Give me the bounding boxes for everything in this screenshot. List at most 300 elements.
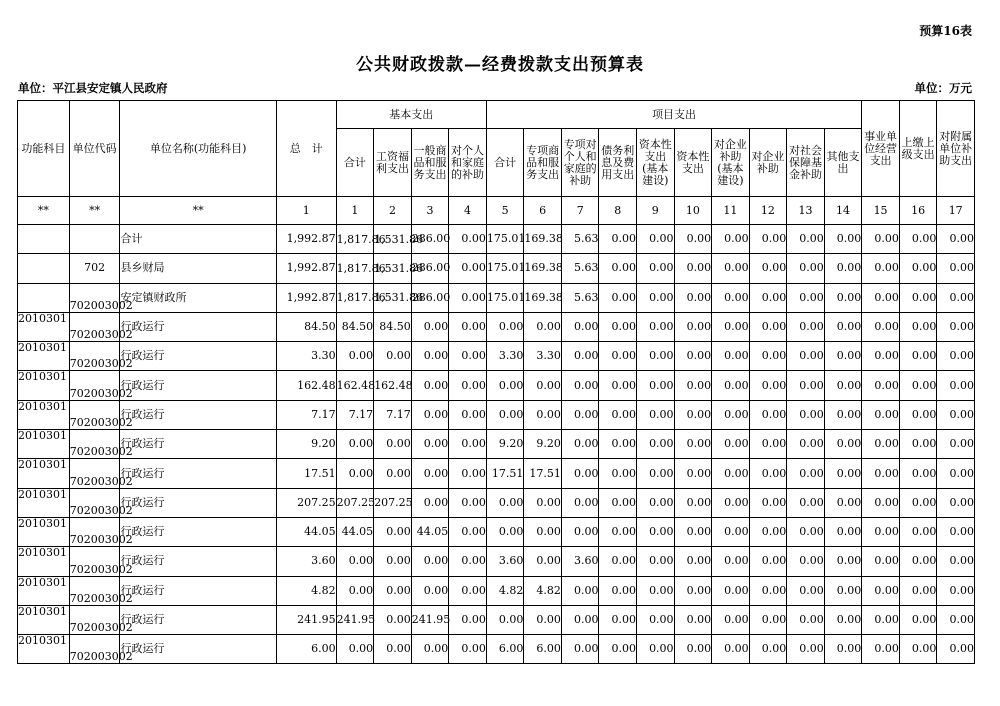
value-cell: 0.00 — [674, 517, 712, 546]
unit-name-cell: 行政运行 — [120, 635, 276, 664]
unit-name-cell: 行政运行 — [120, 547, 276, 576]
value-cell: 0.00 — [824, 283, 862, 312]
value-cell: 0.00 — [561, 576, 599, 605]
unit-name-cell: 行政运行 — [120, 576, 276, 605]
value-cell: 0.00 — [411, 488, 449, 517]
value-cell: 0.00 — [374, 635, 412, 664]
table-row — [18, 547, 975, 576]
total-cell: 1,992.87 — [276, 254, 336, 283]
header-enterprise-construction: 对企业补助(基本建设) — [712, 129, 750, 197]
value-cell: 162.48 — [336, 371, 374, 400]
value-cell: 0.00 — [411, 430, 449, 459]
value-cell: 0.00 — [749, 517, 787, 546]
value-cell: 0.00 — [937, 576, 975, 605]
unit-code-cell: 702003002 — [69, 430, 120, 459]
value-cell: 17.51 — [486, 459, 524, 488]
index-cell: 2 — [374, 197, 412, 225]
value-cell: 0.00 — [787, 371, 825, 400]
value-cell: 17.51 — [524, 459, 562, 488]
header-debt-interest: 债务利息及费用支出 — [599, 129, 637, 197]
value-cell: 0.00 — [899, 342, 937, 371]
value-cell: 0.00 — [862, 225, 900, 254]
value-cell: 0.00 — [824, 400, 862, 429]
table-row — [18, 225, 975, 254]
unit-code-cell: 702003002 — [69, 371, 120, 400]
header-project-goods: 专项商品和服务支出 — [524, 129, 562, 197]
value-cell: 0.00 — [937, 488, 975, 517]
table-row — [18, 400, 975, 429]
header-unit-name: 单位名称(功能科目) — [120, 101, 276, 197]
func-code-cell — [18, 254, 70, 283]
value-cell: 0.00 — [374, 576, 412, 605]
header-capital: 资本性支出 — [674, 129, 712, 197]
unit-name-cell: 行政运行 — [120, 430, 276, 459]
unit-name-cell: 县乡财局 — [120, 254, 276, 283]
value-cell: 0.00 — [637, 283, 675, 312]
value-cell: 0.00 — [524, 312, 562, 341]
func-code-cell: 2010301 — [18, 400, 70, 429]
index-cell: 3 — [411, 197, 449, 225]
value-cell: 0.00 — [486, 605, 524, 634]
value-cell: 0.00 — [899, 430, 937, 459]
value-cell: 5.63 — [561, 254, 599, 283]
value-cell: 0.00 — [712, 430, 750, 459]
value-cell: 0.00 — [411, 312, 449, 341]
index-cell: 4 — [449, 197, 487, 225]
value-cell: 175.01 — [486, 254, 524, 283]
table-row — [18, 254, 975, 283]
table-row — [18, 488, 975, 517]
index-cell: 9 — [637, 197, 675, 225]
value-cell: 0.00 — [899, 547, 937, 576]
total-cell: 1,992.87 — [276, 225, 336, 254]
table-row — [18, 283, 975, 312]
value-cell: 0.00 — [524, 400, 562, 429]
currency-unit-label: 单位：万元 — [914, 81, 972, 95]
unit-code-cell: 702003002 — [69, 576, 120, 605]
func-code-cell: 2010301 — [18, 605, 70, 634]
value-cell: 0.00 — [712, 517, 750, 546]
index-cell: 11 — [712, 197, 750, 225]
value-cell: 0.00 — [749, 488, 787, 517]
unit-code-cell: 702003002 — [69, 459, 120, 488]
value-cell: 0.00 — [899, 605, 937, 634]
total-cell: 6.00 — [276, 635, 336, 664]
value-cell: 0.00 — [374, 517, 412, 546]
index-cell: 1 — [276, 197, 336, 225]
unit-code-cell: 702003002 — [69, 635, 120, 664]
value-cell: 0.00 — [712, 225, 750, 254]
value-cell: 1,817.86 — [336, 254, 374, 283]
value-cell: 0.00 — [712, 283, 750, 312]
value-cell: 0.00 — [674, 283, 712, 312]
value-cell: 0.00 — [637, 459, 675, 488]
value-cell: 0.00 — [637, 488, 675, 517]
value-cell: 0.00 — [899, 459, 937, 488]
index-cell: 8 — [599, 197, 637, 225]
value-cell: 0.00 — [599, 312, 637, 341]
value-cell: 0.00 — [599, 605, 637, 634]
value-cell: 0.00 — [862, 371, 900, 400]
value-cell: 0.00 — [824, 459, 862, 488]
header-subsidiary: 对附属单位补助支出 — [937, 101, 975, 197]
value-cell: 0.00 — [749, 430, 787, 459]
func-code-cell: 2010301 — [18, 342, 70, 371]
value-cell: 0.00 — [561, 371, 599, 400]
header-personal-subsidy: 对个人和家庭的补助 — [449, 129, 487, 197]
header-superior: 上缴上级支出 — [899, 101, 937, 197]
header-social-security: 对社会保障基金补助 — [787, 129, 825, 197]
value-cell: 0.00 — [862, 576, 900, 605]
value-cell: 0.00 — [449, 254, 487, 283]
value-cell: 286.00 — [411, 225, 449, 254]
value-cell: 0.00 — [411, 635, 449, 664]
unit-name-label: 单位：平江县安定镇人民政府 — [18, 81, 168, 95]
table-row — [18, 342, 975, 371]
unit-name-cell: 行政运行 — [120, 488, 276, 517]
unit-code-cell: 702 — [69, 254, 120, 283]
value-cell: 4.82 — [486, 576, 524, 605]
func-code-cell: 2010301 — [18, 371, 70, 400]
value-cell: 0.00 — [674, 635, 712, 664]
value-cell: 0.00 — [937, 283, 975, 312]
value-cell: 0.00 — [674, 342, 712, 371]
value-cell: 0.00 — [336, 430, 374, 459]
unit-name-cell: 行政运行 — [120, 371, 276, 400]
value-cell: 0.00 — [749, 605, 787, 634]
value-cell: 0.00 — [712, 254, 750, 283]
header-project-sum: 合计 — [486, 129, 524, 197]
index-cell: 13 — [787, 197, 825, 225]
value-cell: 0.00 — [637, 225, 675, 254]
value-cell: 0.00 — [449, 430, 487, 459]
value-cell: 0.00 — [787, 312, 825, 341]
value-cell: 0.00 — [862, 605, 900, 634]
value-cell: 0.00 — [449, 283, 487, 312]
value-cell: 0.00 — [937, 342, 975, 371]
value-cell: 0.00 — [674, 400, 712, 429]
index-cell: ** — [120, 197, 276, 225]
page-title: 公共财政拨款—经费拨款支出预算表 — [356, 55, 644, 75]
value-cell: 0.00 — [899, 312, 937, 341]
value-cell: 0.00 — [449, 488, 487, 517]
value-cell: 0.00 — [749, 547, 787, 576]
value-cell: 0.00 — [787, 488, 825, 517]
value-cell: 0.00 — [712, 312, 750, 341]
total-cell: 84.50 — [276, 312, 336, 341]
value-cell: 0.00 — [449, 312, 487, 341]
func-code-cell: 2010301 — [18, 517, 70, 546]
unit-name-cell: 安定镇财政所 — [120, 283, 276, 312]
index-cell: 1 — [336, 197, 374, 225]
value-cell: 0.00 — [937, 400, 975, 429]
value-cell: 3.60 — [486, 547, 524, 576]
value-cell: 0.00 — [824, 488, 862, 517]
value-cell: 0.00 — [411, 576, 449, 605]
value-cell: 0.00 — [561, 488, 599, 517]
value-cell: 0.00 — [899, 517, 937, 546]
value-cell: 0.00 — [674, 430, 712, 459]
value-cell: 0.00 — [937, 430, 975, 459]
value-cell: 0.00 — [561, 312, 599, 341]
value-cell: 0.00 — [599, 254, 637, 283]
value-cell: 0.00 — [411, 400, 449, 429]
value-cell: 0.00 — [449, 517, 487, 546]
value-cell: 0.00 — [787, 400, 825, 429]
value-cell: 0.00 — [862, 400, 900, 429]
value-cell: 0.00 — [561, 400, 599, 429]
value-cell: 0.00 — [637, 371, 675, 400]
value-cell: 0.00 — [862, 430, 900, 459]
value-cell: 0.00 — [824, 547, 862, 576]
value-cell: 0.00 — [599, 283, 637, 312]
value-cell: 0.00 — [449, 225, 487, 254]
func-code-cell — [18, 225, 70, 254]
table-row — [18, 576, 975, 605]
value-cell: 207.25 — [336, 488, 374, 517]
total-cell: 9.20 — [276, 430, 336, 459]
value-cell: 0.00 — [374, 342, 412, 371]
value-cell: 0.00 — [486, 488, 524, 517]
value-cell: 286.00 — [411, 254, 449, 283]
value-cell: 0.00 — [486, 371, 524, 400]
func-code-cell: 2010301 — [18, 312, 70, 341]
value-cell: 1,817.86 — [336, 225, 374, 254]
value-cell: 0.00 — [937, 459, 975, 488]
value-cell: 0.00 — [524, 488, 562, 517]
value-cell: 0.00 — [824, 635, 862, 664]
value-cell: 44.05 — [336, 517, 374, 546]
value-cell: 0.00 — [524, 371, 562, 400]
value-cell: 0.00 — [599, 459, 637, 488]
value-cell: 0.00 — [899, 576, 937, 605]
value-cell: 0.00 — [374, 605, 412, 634]
unit-code-cell: 702003002 — [69, 605, 120, 634]
value-cell: 0.00 — [862, 283, 900, 312]
value-cell: 0.00 — [674, 605, 712, 634]
table-row — [18, 430, 975, 459]
value-cell: 0.00 — [599, 342, 637, 371]
total-cell: 4.82 — [276, 576, 336, 605]
header-other: 其他支出 — [824, 129, 862, 197]
value-cell: 0.00 — [824, 342, 862, 371]
form-number: 预算16表 — [919, 24, 972, 38]
value-cell: 0.00 — [637, 342, 675, 371]
value-cell: 7.17 — [336, 400, 374, 429]
value-cell: 1,817.86 — [336, 283, 374, 312]
header-enterprise: 对企业补助 — [749, 129, 787, 197]
value-cell: 0.00 — [637, 547, 675, 576]
unit-name-cell: 行政运行 — [120, 459, 276, 488]
unit-code-cell: 702003002 — [69, 400, 120, 429]
value-cell: 0.00 — [749, 576, 787, 605]
value-cell: 9.20 — [486, 430, 524, 459]
value-cell: 0.00 — [824, 312, 862, 341]
value-cell: 84.50 — [336, 312, 374, 341]
value-cell: 0.00 — [674, 254, 712, 283]
index-cell: 16 — [899, 197, 937, 225]
value-cell: 84.50 — [374, 312, 412, 341]
total-cell: 207.25 — [276, 488, 336, 517]
value-cell: 0.00 — [599, 400, 637, 429]
value-cell: 5.63 — [561, 283, 599, 312]
value-cell: 0.00 — [486, 312, 524, 341]
value-cell: 0.00 — [524, 517, 562, 546]
value-cell: 0.00 — [374, 459, 412, 488]
index-cell: 14 — [824, 197, 862, 225]
value-cell: 0.00 — [561, 430, 599, 459]
total-cell: 241.95 — [276, 605, 336, 634]
value-cell: 0.00 — [374, 547, 412, 576]
value-cell: 0.00 — [749, 400, 787, 429]
value-cell: 0.00 — [862, 635, 900, 664]
value-cell: 0.00 — [787, 635, 825, 664]
value-cell: 0.00 — [787, 459, 825, 488]
total-cell: 7.17 — [276, 400, 336, 429]
value-cell: 9.20 — [524, 430, 562, 459]
total-cell: 162.48 — [276, 371, 336, 400]
value-cell: 0.00 — [749, 283, 787, 312]
value-cell: 162.48 — [374, 371, 412, 400]
value-cell: 0.00 — [637, 605, 675, 634]
value-cell: 0.00 — [749, 225, 787, 254]
value-cell: 0.00 — [862, 312, 900, 341]
value-cell: 0.00 — [899, 371, 937, 400]
value-cell: 0.00 — [411, 371, 449, 400]
value-cell: 0.00 — [336, 342, 374, 371]
value-cell: 169.38 — [524, 283, 562, 312]
total-cell: 17.51 — [276, 459, 336, 488]
value-cell: 0.00 — [712, 459, 750, 488]
value-cell: 0.00 — [749, 635, 787, 664]
value-cell: 241.95 — [411, 605, 449, 634]
total-cell: 44.05 — [276, 517, 336, 546]
total-cell: 3.60 — [276, 547, 336, 576]
header-capital-construction: 资本性支出(基本建设) — [637, 129, 675, 197]
value-cell: 0.00 — [787, 517, 825, 546]
value-cell: 0.00 — [712, 342, 750, 371]
value-cell: 0.00 — [937, 225, 975, 254]
header-total: 总 计 — [276, 101, 336, 197]
value-cell: 0.00 — [561, 605, 599, 634]
value-cell: 0.00 — [862, 459, 900, 488]
value-cell: 0.00 — [599, 547, 637, 576]
value-cell: 0.00 — [712, 605, 750, 634]
index-cell: 7 — [561, 197, 599, 225]
index-cell: 12 — [749, 197, 787, 225]
value-cell: 175.01 — [486, 283, 524, 312]
value-cell: 207.25 — [374, 488, 412, 517]
value-cell: 0.00 — [336, 635, 374, 664]
value-cell: 0.00 — [862, 342, 900, 371]
value-cell: 0.00 — [449, 371, 487, 400]
value-cell: 0.00 — [824, 430, 862, 459]
value-cell: 6.00 — [486, 635, 524, 664]
value-cell: 0.00 — [674, 459, 712, 488]
value-cell: 286.00 — [411, 283, 449, 312]
index-cell: 6 — [524, 197, 562, 225]
table-row — [18, 635, 975, 664]
unit-name-cell: 行政运行 — [120, 400, 276, 429]
index-cell: ** — [18, 197, 70, 225]
value-cell: 0.00 — [712, 400, 750, 429]
value-cell: 0.00 — [899, 283, 937, 312]
value-cell: 0.00 — [787, 547, 825, 576]
value-cell: 0.00 — [599, 488, 637, 517]
index-cell: 10 — [674, 197, 712, 225]
value-cell: 0.00 — [824, 605, 862, 634]
value-cell: 0.00 — [787, 254, 825, 283]
func-code-cell: 2010301 — [18, 576, 70, 605]
value-cell: 0.00 — [937, 635, 975, 664]
value-cell: 0.00 — [449, 342, 487, 371]
value-cell: 0.00 — [787, 430, 825, 459]
value-cell: 0.00 — [411, 342, 449, 371]
value-cell: 0.00 — [449, 576, 487, 605]
value-cell: 0.00 — [637, 635, 675, 664]
value-cell: 7.17 — [374, 400, 412, 429]
value-cell: 0.00 — [674, 312, 712, 341]
value-cell: 1,531.86 — [374, 283, 412, 312]
unit-name-cell: 行政运行 — [120, 342, 276, 371]
value-cell: 0.00 — [937, 254, 975, 283]
value-cell: 0.00 — [637, 517, 675, 546]
value-cell: 0.00 — [712, 576, 750, 605]
value-cell: 0.00 — [899, 254, 937, 283]
value-cell: 0.00 — [561, 342, 599, 371]
value-cell: 0.00 — [824, 517, 862, 546]
value-cell: 0.00 — [449, 547, 487, 576]
value-cell: 169.38 — [524, 225, 562, 254]
value-cell: 6.00 — [524, 635, 562, 664]
unit-name-cell: 合计 — [120, 225, 276, 254]
value-cell: 0.00 — [899, 635, 937, 664]
func-code-cell — [18, 283, 70, 312]
unit-code-cell: 702003002 — [69, 342, 120, 371]
value-cell: 0.00 — [561, 517, 599, 546]
value-cell: 0.00 — [749, 312, 787, 341]
unit-code-cell — [69, 225, 120, 254]
unit-code-cell: 702003002 — [69, 517, 120, 546]
value-cell: 0.00 — [411, 547, 449, 576]
value-cell: 0.00 — [937, 517, 975, 546]
header-business: 事业单位经营支出 — [862, 101, 900, 197]
value-cell: 0.00 — [637, 576, 675, 605]
index-cell: 5 — [486, 197, 524, 225]
value-cell: 5.63 — [561, 225, 599, 254]
unit-name-cell: 行政运行 — [120, 312, 276, 341]
index-cell: 15 — [862, 197, 900, 225]
value-cell: 0.00 — [712, 547, 750, 576]
budget-table — [17, 100, 975, 664]
value-cell: 0.00 — [674, 225, 712, 254]
unit-code-cell: 702003002 — [69, 488, 120, 517]
value-cell: 0.00 — [937, 312, 975, 341]
value-cell: 0.00 — [749, 254, 787, 283]
value-cell: 0.00 — [336, 576, 374, 605]
value-cell: 0.00 — [374, 430, 412, 459]
value-cell: 0.00 — [449, 400, 487, 429]
header-basic-sum: 合计 — [336, 129, 374, 197]
value-cell: 0.00 — [561, 635, 599, 664]
value-cell: 0.00 — [824, 371, 862, 400]
value-cell: 0.00 — [899, 225, 937, 254]
total-cell: 3.30 — [276, 342, 336, 371]
value-cell: 0.00 — [449, 459, 487, 488]
value-cell: 0.00 — [524, 605, 562, 634]
value-cell: 0.00 — [824, 576, 862, 605]
table-row — [18, 605, 975, 634]
